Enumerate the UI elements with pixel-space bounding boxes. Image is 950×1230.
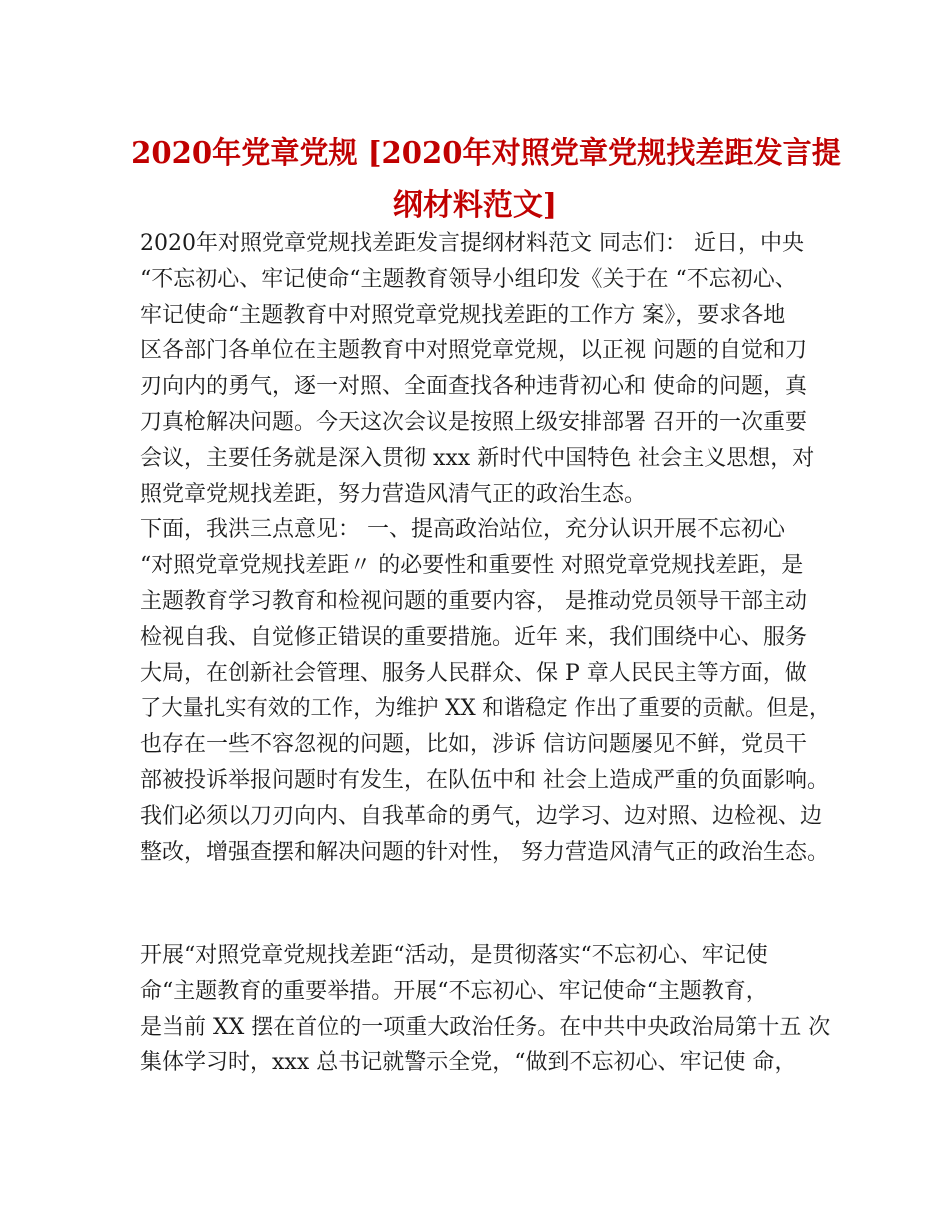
- text-line: 会议，主要任务就是深入贯彻 xxx 新时代中国特色 社会主义思想，对: [140, 445, 815, 471]
- text-line: 整改，增强查摆和解决问题的针对性， 努力营造风清气正的政治生态。: [140, 839, 829, 865]
- text-line: 刃向内的勇气，逐一对照、全面查找各种违背初心和 使命的问题，真: [140, 374, 807, 400]
- text-line: 也存在一些不容忽视的问题，比如，涉诉 信访问题屡见不鲜，党员干: [140, 732, 807, 758]
- text-line: 是当前 XX 摆在首位的一项重大政治任务。在中共中央政治局第十五 次: [140, 1014, 831, 1040]
- text-line: 部被投诉举报问题时有发生，在队伍中和 社会上造成严重的负面影响。: [140, 767, 829, 793]
- text-line: 牢记使命“主题教育中对照党章党规找差距的工作方 案》，要求各地: [140, 302, 786, 328]
- text-line: 开展“对照党章党规找差距“活动，是贯彻落实“不忘初心、牢记使: [140, 943, 768, 968]
- text-line: 下面，我洪三点意见： 一、提高政治站位，充分认识开展不忘初心: [140, 517, 785, 543]
- body-paragraph-1: [140, 226, 830, 870]
- text-line: “对照党章党规找差距〃 的必要性和重要性 对照党章党规找差距，是: [140, 553, 804, 579]
- text-line: 大局，在创新社会管理、服务人民群众、保 P 章人民民主等方面，做: [140, 660, 807, 686]
- text-line: 区各部门各单位在主题教育中对照党章党规，以正视 问题的自觉和刀: [140, 338, 807, 364]
- text-line: 照党章党规找差距，努力营造风清气正的政治生态。: [140, 481, 647, 507]
- text-line: “不忘初心、牢记使命“主题教育领导小组印发《关于在 “不忘初心、: [140, 266, 797, 292]
- title-line: 2020年党章党规 [2020年对照党章党规找差距发言提: [131, 136, 841, 171]
- text-line: 了大量扎实有效的工作，为维护 XX 和谐稳定 作出了重要的贡献。但是，: [140, 696, 831, 722]
- text-line: 集体学习时，xxx 总书记就警示全党，“做到不忘初心、牢记使 命，: [140, 1050, 797, 1076]
- body-paragraph-2: [140, 938, 830, 1081]
- text-line: 主题教育学习教育和检视问题的重要内容， 是推动党员领导干部主动: [140, 588, 807, 614]
- text-line: 命“主题教育的重要举措。开展“不忘初心、牢记使命“主题教育，: [140, 978, 768, 1004]
- document-title: [120, 128, 841, 232]
- text-line: 刀真枪解决问题。今天这次会议是按照上级安排部署 召开的一次重要: [140, 409, 807, 435]
- text-line: 检视自我、自觉修正错误的重要措施。近年 来，我们围绕中心、服务: [140, 624, 807, 650]
- title-line: 纲材料范文]: [392, 188, 558, 223]
- text-line: 2020年对照党章党规找差距发言提纲材料范文 同志们： 近日，中央: [140, 231, 804, 256]
- text-line: 我们必须以刀刃向内、自我革命的勇气，边学习、边对照、边检视、边: [140, 803, 823, 829]
